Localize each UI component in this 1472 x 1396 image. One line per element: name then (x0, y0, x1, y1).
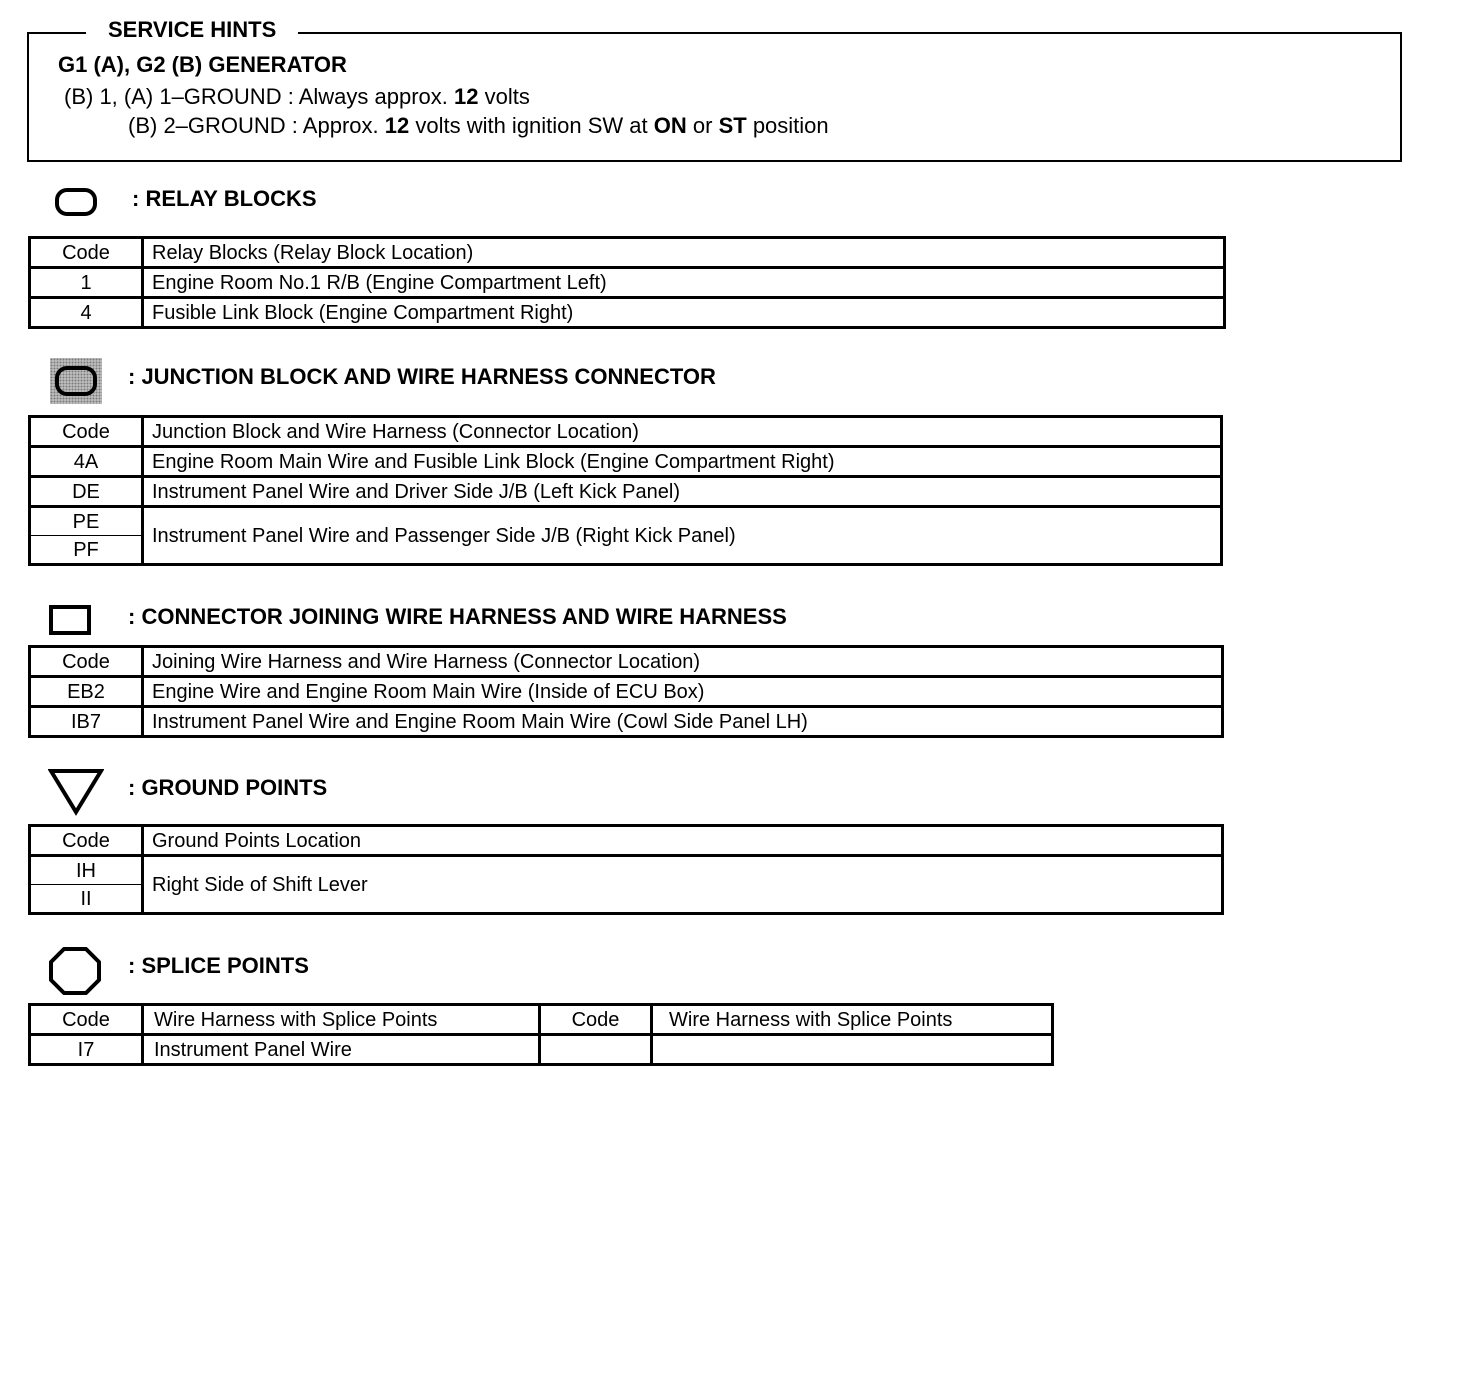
junction-block-icon (55, 366, 97, 396)
table-row (30, 298, 1225, 328)
table-cell-desc (652, 1035, 1053, 1065)
table-cell-code: PF (30, 536, 143, 565)
table-header-row (30, 238, 1225, 268)
table-cell-code: DE (30, 477, 143, 507)
table-header-row (30, 417, 1222, 447)
table-cell-desc: Instrument Panel Wire and Driver Side J/B (Left Kick Panel) (143, 477, 1222, 507)
table-cell-desc: Instrument Panel Wire and Engine Room Main Wire (Cowl Side Panel LH) (143, 707, 1223, 737)
table-header-desc: Wire Harness with Splice Points (652, 1005, 1053, 1035)
table-cell-code: 1 (30, 268, 143, 298)
table-cell-desc: Engine Room Main Wire and Fusible Link Block (Engine Compartment Right) (143, 447, 1222, 477)
table-cell-code: I7 (30, 1035, 143, 1065)
connector-icon (49, 605, 91, 635)
service-hints-heading: G1 (A), G2 (B) GENERATOR (58, 52, 347, 77)
table-cell-desc: Right Side of Shift Lever (143, 856, 1223, 914)
table-header-desc: Junction Block and Wire Harness (Connector Location) (143, 417, 1222, 447)
ground-point-icon (48, 768, 104, 816)
table-cell-code: IB7 (30, 707, 143, 737)
connectors-title: : CONNECTOR JOINING WIRE HARNESS AND WIRE HARNESS (128, 604, 787, 629)
table-row (30, 447, 1222, 477)
table-cell-code (540, 1035, 652, 1065)
table-cell-code: EB2 (30, 677, 143, 707)
splice-points-table (28, 1003, 1054, 1066)
table-header-desc: Wire Harness with Splice Points (143, 1005, 540, 1035)
table-header-code: Code (30, 826, 143, 856)
table-cell-code: II (30, 885, 143, 914)
table-row (30, 268, 1225, 298)
ground-points-table (28, 824, 1224, 915)
table-cell-desc: Engine Wire and Engine Room Main Wire (Inside of ECU Box) (143, 677, 1223, 707)
service-hint-line-2: (B) 2–GROUND : Approx. 12 volts with ignition SW at ON or ST position (128, 113, 829, 138)
table-cell-desc: Instrument Panel Wire (143, 1035, 540, 1065)
table-row (30, 507, 1222, 536)
service-hints-title: SERVICE HINTS (86, 16, 298, 44)
table-header-code: Code (30, 238, 143, 268)
relay-blocks-title: : RELAY BLOCKS (132, 186, 317, 211)
table-header-code: Code (30, 417, 143, 447)
table-cell-desc: Engine Room No.1 R/B (Engine Compartment Left) (143, 268, 1225, 298)
table-cell-code: PE (30, 507, 143, 536)
table-row (30, 677, 1223, 707)
table-cell-desc: Instrument Panel Wire and Passenger Side J/B (Right Kick Panel) (143, 507, 1222, 565)
service-hint-line-1: (B) 1, (A) 1–GROUND : Always approx. 12 volts (64, 84, 530, 109)
table-row (30, 1035, 1053, 1065)
junction-blocks-table (28, 415, 1223, 566)
table-header-desc: Ground Points Location (143, 826, 1223, 856)
table-header-code: Code (30, 1005, 143, 1035)
table-row (30, 477, 1222, 507)
relay-block-icon (55, 188, 97, 216)
table-cell-code: 4A (30, 447, 143, 477)
table-header-desc: Joining Wire Harness and Wire Harness (Connector Location) (143, 647, 1223, 677)
table-row (30, 707, 1223, 737)
table-cell-code: IH (30, 856, 143, 885)
splice-points-title: : SPLICE POINTS (128, 953, 309, 978)
table-header-desc: Relay Blocks (Relay Block Location) (143, 238, 1225, 268)
connectors-table (28, 645, 1224, 738)
ground-points-title: : GROUND POINTS (128, 775, 328, 800)
junction-blocks-title: : JUNCTION BLOCK AND WIRE HARNESS CONNECTOR (128, 364, 716, 389)
relay-blocks-table (28, 236, 1226, 329)
table-header-row (30, 826, 1223, 856)
splice-point-icon (48, 946, 102, 996)
table-header-code: Code (540, 1005, 652, 1035)
table-header-row (30, 1005, 1053, 1035)
table-cell-desc: Fusible Link Block (Engine Compartment Right) (143, 298, 1225, 328)
table-header-row (30, 647, 1223, 677)
table-header-code: Code (30, 647, 143, 677)
table-row (30, 856, 1223, 885)
table-cell-code: 4 (30, 298, 143, 328)
